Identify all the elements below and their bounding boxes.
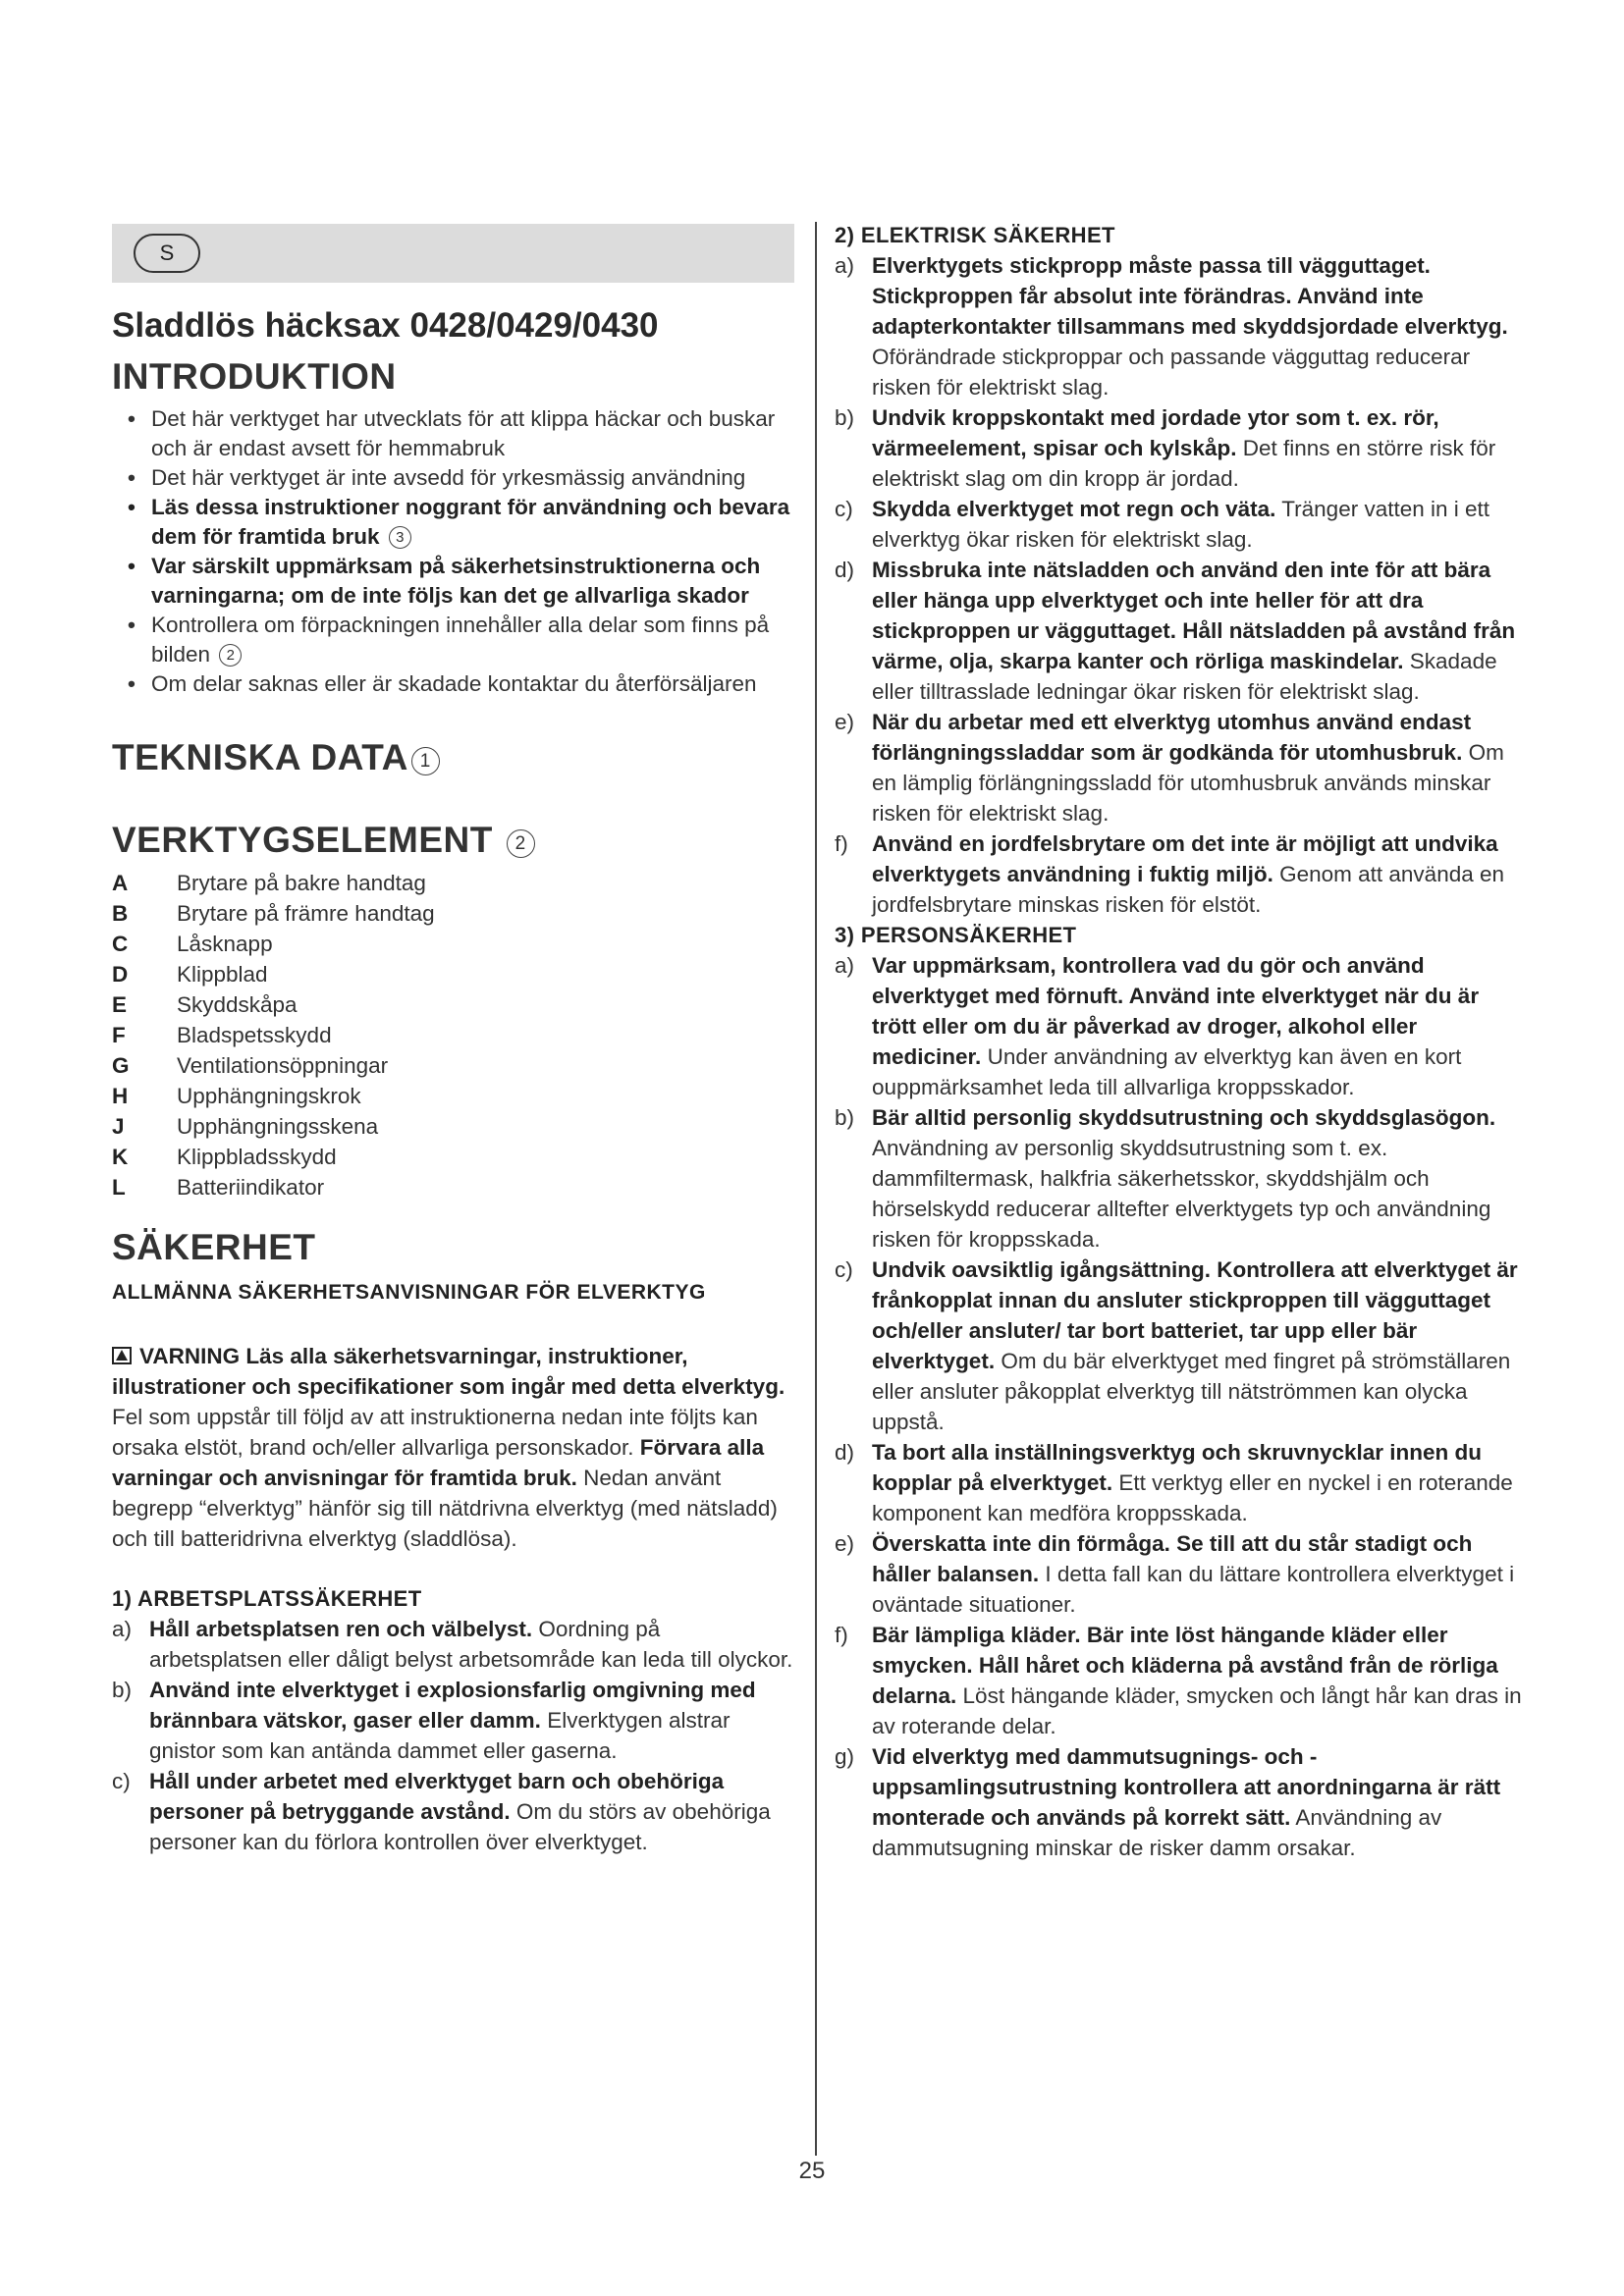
component-row: G Ventilationsöppningar: [112, 1053, 389, 1078]
component-row: H Upphängningskrok: [112, 1084, 361, 1108]
safety-item: a) Håll arbetsplatsen ren och välbelyst. Oordning på arbetsplatsen eller dåligt belyst arbetsområde kan leda till olyckor.: [112, 1617, 793, 1672]
safety-item: e) När du arbetar med ett elverktyg utomhus använd endast förlängningssladdar som är godkända för utomhusbruk. Om en lämplig förlängningssladd för utomhusbruk används minskar risken för elektriskt slag.: [835, 710, 1504, 826]
safety-item: e) Överskatta inte din förmåga. Se till att du står stadigt och håller balansen. I detta fall kan du lättare kontrollera elverktyget i oväntade situationer.: [835, 1531, 1515, 1617]
safety-item: c) Skydda elverktyget mot regn och väta. Tränger vatten in i ett elverktyg ökar risken för elektriskt slag.: [835, 497, 1490, 552]
safety-item: d) Missbruka inte nätsladden och använd den inte för att bära eller hänga upp elverktyget och inte heller för att dra stickproppen ur vägguttaget. Håll nätsladden på avstånd från värme, olja, skarpa kanter och rörliga maskindelar. Skadade eller tilltrasslade ledningar ökar risken för elektriskt slag.: [835, 558, 1516, 704]
section-heading: 1) ARBETSPLATSSÄKERHET: [112, 1586, 422, 1611]
safety-item: f) Bär lämpliga kläder. Bär inte löst hängande kläder eller smycken. Håll håret och kläderna på avstånd från de rörliga delarna. Löst hängande kläder, smycken och långt hår kan dras in av roterande delar.: [835, 1623, 1522, 1738]
safety-item: d) Ta bort alla inställningsverktyg och skruvnycklar innen du kopplar på elverktyget. Ett verktyg eller en nyckel i en roterande komponent kan medföra kroppsskada.: [835, 1440, 1513, 1525]
section-electrical: [835, 220, 1522, 920]
component-row: C Låsknapp: [112, 932, 273, 956]
intro-bullet: • Var särskilt uppmärksam på säkerhetsinstruktionerna och varningarna; om de inte följs kan det ge allvarliga skador: [112, 552, 794, 611]
safety-item: g) Vid elverktyg med dammutsugnings- och -uppsamlingsutrustning kontrollera att anordningarna är rätt monterade och används på korrekt sätt. Användning av dammutsugning minskar de risker damm orsakar.: [835, 1744, 1501, 1860]
components-heading: VERKTYGSELEMENT 2: [112, 817, 794, 864]
general-warning: VARNING Läs alla säkerhetsvarningar, instruktioner, illustrationer och specifikationer som ingår med detta elverktyg. Fel som uppstår till följd av att instruktionerna nedan inte följts kan orsaka elstöt, brand och/eller allvarliga personskador. Förvara alla varningar och anvisningar för framtida bruk. Nedan använt begrepp “elverktyg” hänför sig till nätdrivna elverktyg (med nätsladd) och till batteridrivna elverktyg (sladdlösa).: [112, 1344, 785, 1551]
component-row: J Upphängningsskena: [112, 1114, 379, 1139]
safety-heading: SÄKERHET: [112, 1227, 316, 1267]
component-row: B Brytare på främre handtag: [112, 901, 435, 926]
section-heading: 3) PERSONSÄKERHET: [835, 923, 1077, 947]
intro-bullet-list: [112, 404, 794, 699]
safety-item: b) Undvik kroppskontakt med jordade ytor som t. ex. rör, värmeelement, spisar och kylskåp. Det finns en större risk för elektriskt slag om din kropp är jordad.: [835, 405, 1496, 491]
component-list: [112, 868, 794, 1202]
component-row: K Klippbladsskydd: [112, 1145, 337, 1169]
intro-heading: INTRODUKTION: [112, 356, 397, 397]
intro-bullet: • Läs dessa instruktioner noggrant för användning och bevara dem för framtida bruk 3: [112, 493, 794, 552]
figure-ref-3: 3: [389, 526, 411, 549]
right-column: [835, 220, 1522, 1863]
left-column: [112, 224, 794, 1857]
intro-bullet: • Det här verktyget har utvecklats för att klippa häckar och buskar och är endast avsett för hemmabruk: [112, 404, 794, 463]
figure-ref-1: 1: [411, 747, 440, 775]
safety-item: c) Undvik oavsiktlig igångsättning. Kontrollera att elverktyget är frånkopplat innan du ansluter stickproppen till vägguttaget och/eller ansluter/ tar bort batteriet, tar upp eller bär elverktyget. Om du bär elverktyget med fingret på strömställaren eller ansluter påkopplat elverktyg till nätströmmen kan olycka uppstå.: [835, 1257, 1518, 1434]
safety-item: c) Håll under arbetet med elverktyget barn och obehöriga personer på betryggande avstånd. Om du störs av obehöriga personer kan du förlora kontrollen över elverktyget.: [112, 1769, 771, 1854]
section-heading: 2) ELEKTRISK SÄKERHET: [835, 223, 1115, 247]
component-row: D Klippblad: [112, 962, 268, 987]
intro-bullet: • Det här verktyget är inte avsedd för yrkesmässig användning: [112, 463, 794, 493]
intro-bullet: • Kontrollera om förpackningen innehåller alla delar som finns på bilden 2: [112, 611, 794, 669]
section-work-area: [112, 1583, 794, 1857]
figure-ref-2: 2: [507, 829, 535, 858]
language-header-bar: [112, 224, 794, 283]
language-badge: S: [134, 234, 200, 273]
component-row: L Batteriindikator: [112, 1175, 325, 1200]
figure-ref-2: 2: [219, 644, 242, 667]
safety-subheading: ALLMÄNNA SÄKERHETSANVISNINGAR FÖR ELVERKTYG: [112, 1281, 706, 1304]
safety-item: a) Var uppmärksam, kontrollera vad du gör och använd elverktyget med förnuft. Använd inte elverktyget när du är trött eller om du är påverkad av droger, alkohol eller mediciner. Under användning av elverktyg kan även en kort ouppmärksamhet leda till allvarliga kroppsskador.: [835, 953, 1480, 1099]
section-personal: [835, 920, 1522, 1863]
component-row: F Bladspetsskydd: [112, 1023, 332, 1047]
column-divider: [815, 222, 817, 2156]
tech-data-heading: TEKNISKA DATA 1: [112, 734, 794, 781]
product-title: Sladdlös häcksax 0428/0429/0430: [112, 306, 659, 345]
intro-bullet: • Om delar saknas eller är skadade kontaktar du återförsäljaren: [112, 669, 794, 699]
safety-item: f) Använd en jordfelsbrytare om det inte är möjligt att undvika elverktygets användning i fuktig miljö. Genom att använda en jordfelsbrytare minskas risken för elstöt.: [835, 831, 1505, 917]
component-row: E Skyddskåpa: [112, 992, 298, 1017]
component-row: A Brytare på bakre handtag: [112, 871, 426, 895]
page-number: 25: [798, 2158, 826, 2184]
safety-item: a) Elverktygets stickpropp måste passa till vägguttaget. Stickproppen får absolut inte förändras. Använd inte adapterkontakter tillsammans med skyddsjordade elverktyg. Oförändrade stickproppar och passande vägguttag reducerar risken för elektriskt slag.: [835, 253, 1508, 400]
safety-item: b) Använd inte elverktyget i explosionsfarlig omgivning med brännbara vätskor, gaser eller damm. Elverktygen alstrar gnistor som kan antända dammet eller gaserna.: [112, 1678, 756, 1763]
safety-item: b) Bär alltid personlig skyddsutrustning och skyddsglasögon. Användning av personlig skyddsutrustning som t. ex. dammfiltermask, halkfria säkerhetsskor, skyddshjälm och hörselskydd reducerar alltefter elverktygets typ och användning risken för kroppsskada.: [835, 1105, 1496, 1252]
warning-icon: [112, 1347, 132, 1364]
